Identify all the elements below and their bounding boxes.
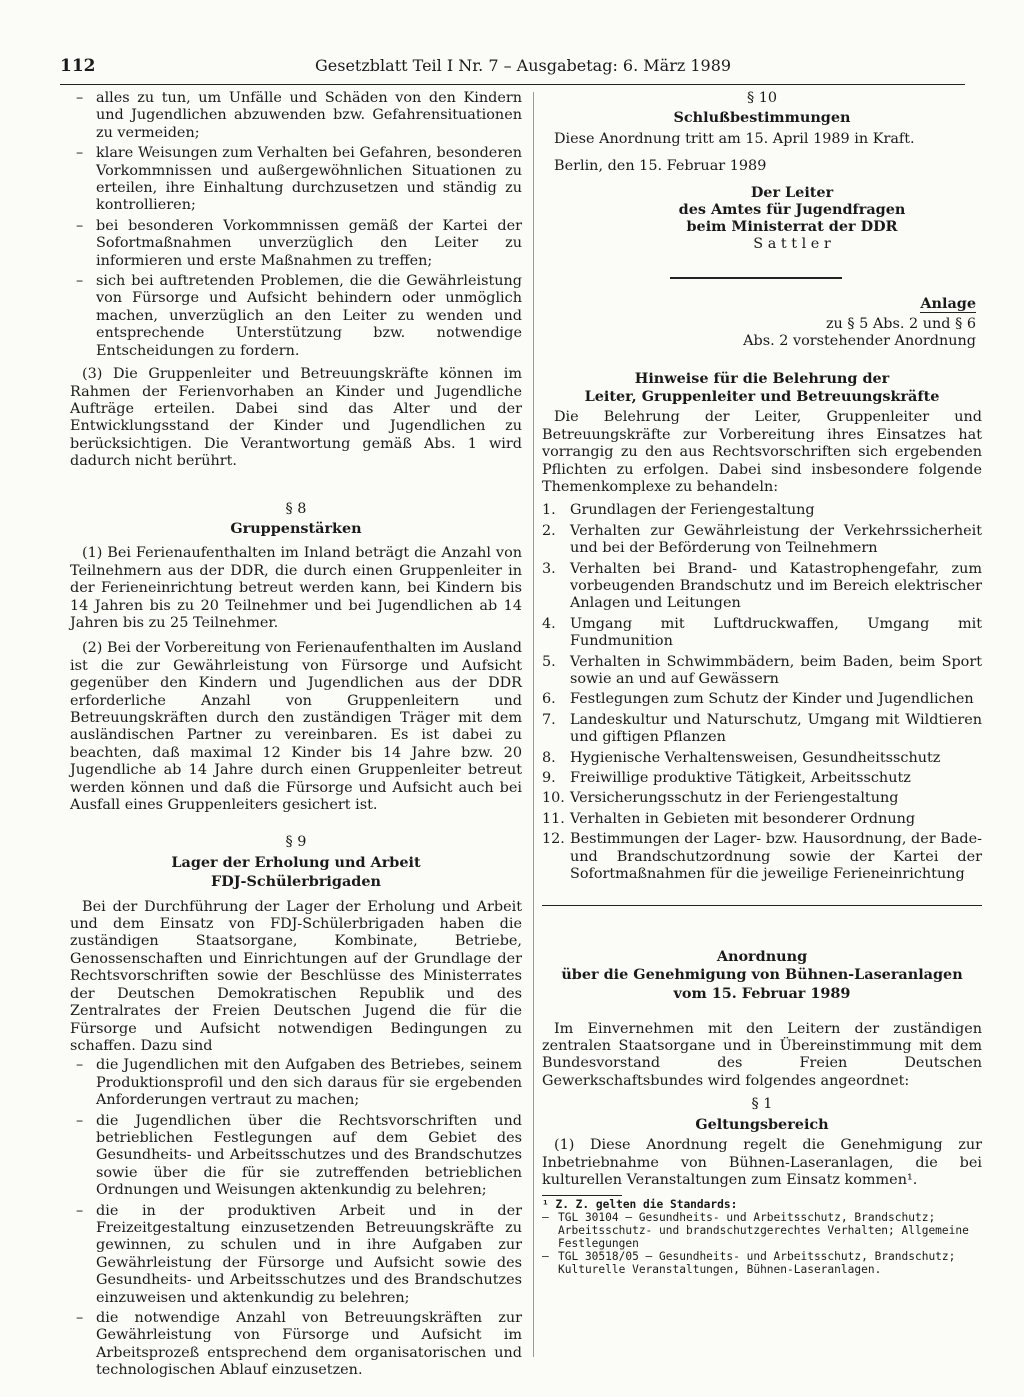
topic-item xyxy=(542,502,982,519)
topic-text: Landeskultur und Naturschutz, Umgang mit Wildtieren und giftigen Pflanzen xyxy=(570,711,982,746)
topic-number: 3. xyxy=(542,560,556,577)
topic-item xyxy=(542,616,982,651)
section-title-8: Gruppenstärken xyxy=(230,519,362,537)
section-mark-1: § 1 xyxy=(751,1096,773,1113)
place-date: Berlin, den 15. Februar 1989 xyxy=(554,158,767,175)
topic-number: 12. xyxy=(542,831,565,848)
column-divider xyxy=(533,92,534,1357)
hints-heading xyxy=(542,370,982,405)
topics-list xyxy=(542,502,982,883)
topic-text: Umgang mit Luftdruckwaffen, Umgang mit Fundmunition xyxy=(570,615,982,650)
ordinance-intro: Im Einvernehmen mit den Leitern der zuständigen zentralen Staatsorgane und in Übereinstimmung mit dem Bundesvorstand des Freien Deutschen Gewerkschaftsbundes wird folgendes angeordnet: xyxy=(542,1020,982,1089)
topic-item xyxy=(542,654,982,689)
topic-number: 10. xyxy=(542,790,565,807)
footnote-item: – TGL 30518/05 – Gesundheits- und Arbeitsschutz, Brandschutz; Kulturelle Veranstaltungen, Bühnen-Laseranlagen. xyxy=(542,1250,982,1276)
page-header xyxy=(60,52,965,82)
ordinance-title-2: über die Genehmigung von Bühnen-Laseranlagen xyxy=(561,965,963,983)
right-column xyxy=(542,90,982,1380)
topic-item xyxy=(542,691,982,708)
topic-number: 9. xyxy=(542,770,556,786)
topic-item xyxy=(542,811,982,828)
hints-title-1: Hinweise für die Belehrung der xyxy=(634,370,890,388)
topic-number: 11. xyxy=(542,810,565,827)
section-8-paragraph-1: (1) Bei Ferienaufenthalten im Inland beträgt die Anzahl von Teilnehmern aus der DDR, die durch einen Gruppenleiter in der Ferieneinrichtung betreut werden kann, bei Kindern bis 14 Jahren bis zu 20 Teilnehmer und bei Jugendlichen ab 14 Jahren bis zu 25 Teilnehmer. xyxy=(70,545,522,631)
topic-text: Bestimmungen der Lager- bzw. Hausordnung, der Bade- und Brandschutzordnung sowie der Kartei der Sofortmaßnahmen für die jeweilige Ferieneinrichtung xyxy=(570,831,982,883)
topic-text: Hygienische Verhaltensweisen, Gesundheitsschutz xyxy=(570,749,941,766)
list-item: – alles zu tun, um Unfälle und Schäden von den Kindern und Jugendlichen abzuwenden bzw. Gefahrensituationen zu vermeiden; xyxy=(70,90,522,142)
annex-title-wrap xyxy=(920,295,976,313)
section-9-paragraph: Bei der Durchführung der Lager der Erholung und Arbeit und dem Einsatz von FDJ-Schülerbrigaden haben die zuständigen Staatsorgane, Kombinate, Betriebe, Genossenschaften und Einrichtungen auf der Grundlage der Rechtsvorschriften sowie der Beschlüsse des Ministerrates der Deutschen Demokratischen Republik und des Zentralrates der Freien Deutschen Jugend die für die Fürsorge und Aufsicht notwendigen Bedingungen zu schaffen. Dazu sind xyxy=(70,898,522,1054)
topic-item xyxy=(542,770,982,787)
topic-text: Verhalten zur Gewährleistung der Verkehrssicherheit und bei der Beförderung von Teilnehmern xyxy=(570,522,982,557)
ordinance-title-1: Anordnung xyxy=(716,948,808,966)
section-mark-10: § 10 xyxy=(746,90,778,106)
topic-item xyxy=(542,750,982,767)
signature-line-1: Der Leiter xyxy=(750,183,834,201)
page-number: 112 xyxy=(60,56,96,76)
annex-ref-1: zu § 5 Abs. 2 und § 6 xyxy=(825,315,976,332)
annex-block xyxy=(542,295,982,350)
separator-rule xyxy=(670,277,842,279)
section-10-paragraph: Diese Anordnung tritt am 15. April 1989 in Kraft. xyxy=(554,130,915,147)
section-title-10: Schlußbestimmungen xyxy=(673,109,851,127)
topic-number: 8. xyxy=(542,749,556,766)
signature-line-3: beim Ministerrat der DDR xyxy=(686,218,898,236)
signatory-name: S a t t l e r xyxy=(753,235,831,252)
list-item: – bei besonderen Vorkommnissen gemäß der Kartei der Sofortmaßnahmen unverzüglich den Leiter zu informieren und erste Maßnahmen zu treffen; xyxy=(70,218,522,270)
section-title-9a: Lager der Erholung und Arbeit xyxy=(171,853,421,871)
ordinance-title-3: vom 15. Februar 1989 xyxy=(673,985,851,1003)
separator-rule xyxy=(542,905,982,906)
topic-number: 7. xyxy=(542,711,556,728)
hints-intro: Die Belehrung der Leiter, Gruppenleiter und Betreuungskräfte zur Vorbereitung ihres Einsatzes hat vorrangig zu den aus Rechtsvorschriften sich ergebenden Pflichten zu erfolgen. Dabei sind insbesondere folgende Themenkomplexe zu behandeln: xyxy=(542,409,982,495)
topic-item xyxy=(542,831,982,883)
section-title-9b: FDJ-Schülerbrigaden xyxy=(211,873,381,891)
topic-number: 5. xyxy=(542,653,556,670)
topic-item xyxy=(542,712,982,747)
obligations-list xyxy=(70,1057,522,1379)
topic-text: Verhalten bei Brand- und Katastrophengefahr, zum vorbeugenden Brandschutz und im Bereich elektrischer Anlagen und Leitungen xyxy=(570,560,982,612)
signature-line-2: des Amtes für Jugendfragen xyxy=(678,201,906,219)
topic-number: 4. xyxy=(542,615,556,632)
topic-text: Festlegungen zum Schutz der Kinder und Jugendlichen xyxy=(570,691,974,708)
left-column xyxy=(70,90,522,1380)
ordinance-heading xyxy=(542,948,982,1002)
topic-item xyxy=(542,790,982,807)
topic-number: 6. xyxy=(542,691,556,708)
list-item: – sich bei auftretenden Problemen, die die Gewährleistung von Fürsorge und Aufsicht behindern oder unmöglich machen, unverzüglich an den Leiter zu wenden und entsprechende Unterstützung bzw. notwendige Entscheidungen zu fordern. xyxy=(70,273,522,360)
list-item: – die notwendige Anzahl von Betreuungskräften zur Gewährleistung von Fürsorge und Aufsicht im Arbeitsprozeß entsprechend dem organisatorischen und technologischen Ablauf einzusetzen. xyxy=(70,1310,522,1380)
paragraph-3: (3) Die Gruppenleiter und Betreuungskräfte können im Rahmen der Ferienvorhaben an Kinder und Jugendliche Aufträge erteilen. Dabei sind das Alter und der Entwicklungsstand der Kinder und Jugendlichen zu berücksichtigen. Die Verantwortung gemäß Abs. 1 wird dadurch nicht berührt. xyxy=(70,366,522,470)
footnote-rule xyxy=(542,1195,622,1196)
topic-text: Verhalten in Gebieten mit besonderer Ordnung xyxy=(570,810,916,827)
annex-ref-2: Abs. 2 vorstehender Anordnung xyxy=(743,333,976,350)
section-8-paragraph-2: (2) Bei der Vorbereitung von Ferienaufenthalten im Ausland ist die zur Gewährleistung von Fürsorge und Aufsicht gegenüber den Kindern und Jugendlichen aus der DDR erforderliche Anzahl von Gruppenleitern und Betreuungskräften durch den zuständigen Träger mit dem ausländischen Partner zu vereinbaren. Es ist dabei zu beachten, daß maximal 12 Kinder bis 14 Jahre bzw. 20 Jugendliche ab 14 Jahre durch einen Gruppenleiter betreut werden können und daß die Fürsorge und Aufsicht auch bei Ausfall eines Gruppenleiters gesichert ist. xyxy=(70,640,522,814)
signature-block xyxy=(662,184,922,254)
list-item: – die Jugendlichen mit den Aufgaben des Betriebes, seinem Produktionsprofil und den sich daraus für sie ergebenden Anforderungen vertraut zu machen; xyxy=(70,1057,522,1109)
annex-title: Anlage xyxy=(920,295,976,313)
footnote-head: ¹ Z. Z. gelten die Standards: xyxy=(542,1198,738,1212)
topic-number: 1. xyxy=(542,502,556,519)
footnote-item: – TGL 30104 – Gesundheits- und Arbeitsschutz, Brandschutz; Arbeitsschutz- und brandschutzgerechtes Verhalten; Allgemeine Festlegungen xyxy=(542,1211,982,1250)
list-item: – die Jugendlichen über die Rechtsvorschriften und betrieblichen Festlegungen auf dem Gebiet des Gesundheits- und Arbeitsschutzes und des Brandschutzes sowie über die für sie zutreffenden betrieblichen Ordnungen und Weisungen aktenkundig zu belehren; xyxy=(70,1113,522,1200)
section-1-paragraph: (1) Diese Anordnung regelt die Genehmigung zur Inbetriebnahme von Bühnen-Laseranlagen, die bei kulturellen Veranstaltungen zum Einsatz kommen¹. xyxy=(542,1137,982,1188)
topic-item xyxy=(542,523,982,558)
header-rule xyxy=(60,84,965,85)
running-head: Gesetzblatt Teil I Nr. 7 – Ausgabetag: 6. März 1989 xyxy=(315,56,732,75)
list-item: – klare Weisungen zum Verhalten bei Gefahren, besonderen Vorkommnissen und außergewöhnlichen Situationen zu erteilen, ihre Einhaltung durchzusetzen und ständig zu kontrollieren; xyxy=(70,145,522,215)
footnotes xyxy=(542,1198,982,1276)
topic-text: Grundlagen der Feriengestaltung xyxy=(570,502,815,519)
hints-title-2: Leiter, Gruppenleiter und Betreuungskräfte xyxy=(584,387,940,405)
list-item: – die in der produktiven Arbeit und in der Freizeitgestaltung einzusetzenden Betreuungskräfte zu gewinnen, zu schulen und in ihre Aufgaben zur Gewährleistung der Fürsorge und Aufsicht sowie des Gesundheits- und Arbeitsschutzes und des Brandschutzes einzuweisen und aktenkundig zu belehren; xyxy=(70,1203,522,1307)
topic-text: Freiwillige produktive Tätigkeit, Arbeitsschutz xyxy=(570,770,911,786)
section-mark-9: § 9 xyxy=(285,834,307,851)
topic-text: Verhalten in Schwimmbädern, beim Baden, beim Sport sowie an und auf Gewässern xyxy=(570,653,982,687)
topic-item xyxy=(542,561,982,613)
section-mark-8: § 8 xyxy=(285,500,307,517)
duties-list xyxy=(70,90,522,360)
topic-text: Versicherungsschutz in der Feriengestaltung xyxy=(570,790,899,807)
section-title-1: Geltungsbereich xyxy=(695,1115,829,1133)
topic-number: 2. xyxy=(542,522,556,539)
